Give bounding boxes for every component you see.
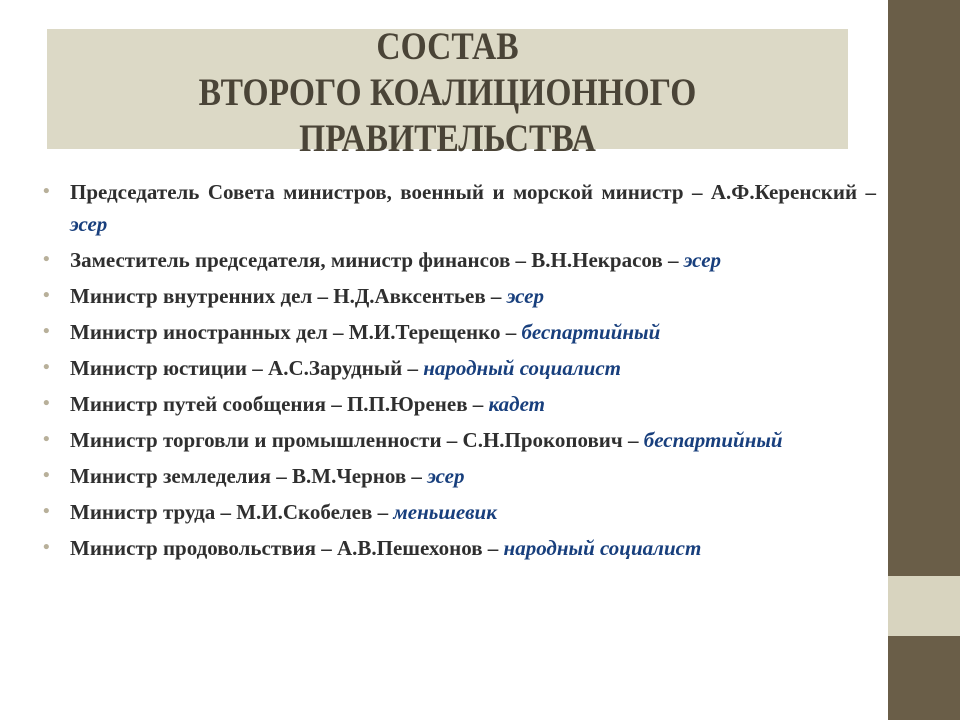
slide-title: [47, 24, 848, 162]
list-item: [70, 424, 876, 456]
minister-text: Министр иностранных дел – М.И.Терещенко –: [70, 320, 522, 344]
party-label: эсер: [70, 212, 108, 236]
title-line-2: ВТОРОГО КОАЛИЦИОННОГО: [198, 71, 697, 114]
list-item: [70, 316, 876, 348]
list-item: [70, 388, 876, 420]
list-item: [70, 532, 876, 564]
party-label: кадет: [488, 392, 545, 416]
minister-text: Министр путей сообщения – П.П.Юренев –: [70, 392, 489, 416]
list-item: [70, 352, 876, 384]
list-item: [70, 244, 876, 276]
minister-text: Заместитель председателя, министр финансов – В.Н.Некрасов –: [70, 248, 684, 272]
minister-text: Министр труда – М.И.Скобелев –: [70, 500, 394, 524]
government-composition-list: [70, 176, 876, 568]
list-item: [70, 496, 876, 528]
minister-text: Министр юстиции – А.С.Зарудный –: [70, 356, 424, 380]
party-label: меньшевик: [393, 500, 497, 524]
minister-text: Министр торговли и промышленности – С.Н.Прокопович –: [70, 428, 644, 452]
title-line-1: СОСТАВ: [376, 25, 519, 68]
party-label: народный социалист: [423, 356, 621, 380]
list-item: [70, 460, 876, 492]
title-line-3: ПРАВИТЕЛЬСТВА: [299, 117, 596, 160]
minister-text: Министр внутренних дел – Н.Д.Авксентьев –: [70, 284, 507, 308]
party-label: эсер: [427, 464, 465, 488]
party-label: беспартийный: [643, 428, 783, 452]
minister-text: Министр продовольствия – А.В.Пешехонов –: [70, 536, 504, 560]
party-label: беспартийный: [521, 320, 661, 344]
party-label: эсер: [506, 284, 544, 308]
minister-text: Министр земледелия – В.М.Чернов –: [70, 464, 428, 488]
list-item: [70, 176, 876, 240]
party-label: эсер: [683, 248, 722, 272]
decorative-side-accent: [888, 576, 960, 636]
list-item: [70, 280, 876, 312]
minister-text: Председатель Совета министров, военный и морской министр – А.Ф.Керенский –: [70, 180, 876, 204]
party-label: народный социалист: [503, 536, 702, 560]
